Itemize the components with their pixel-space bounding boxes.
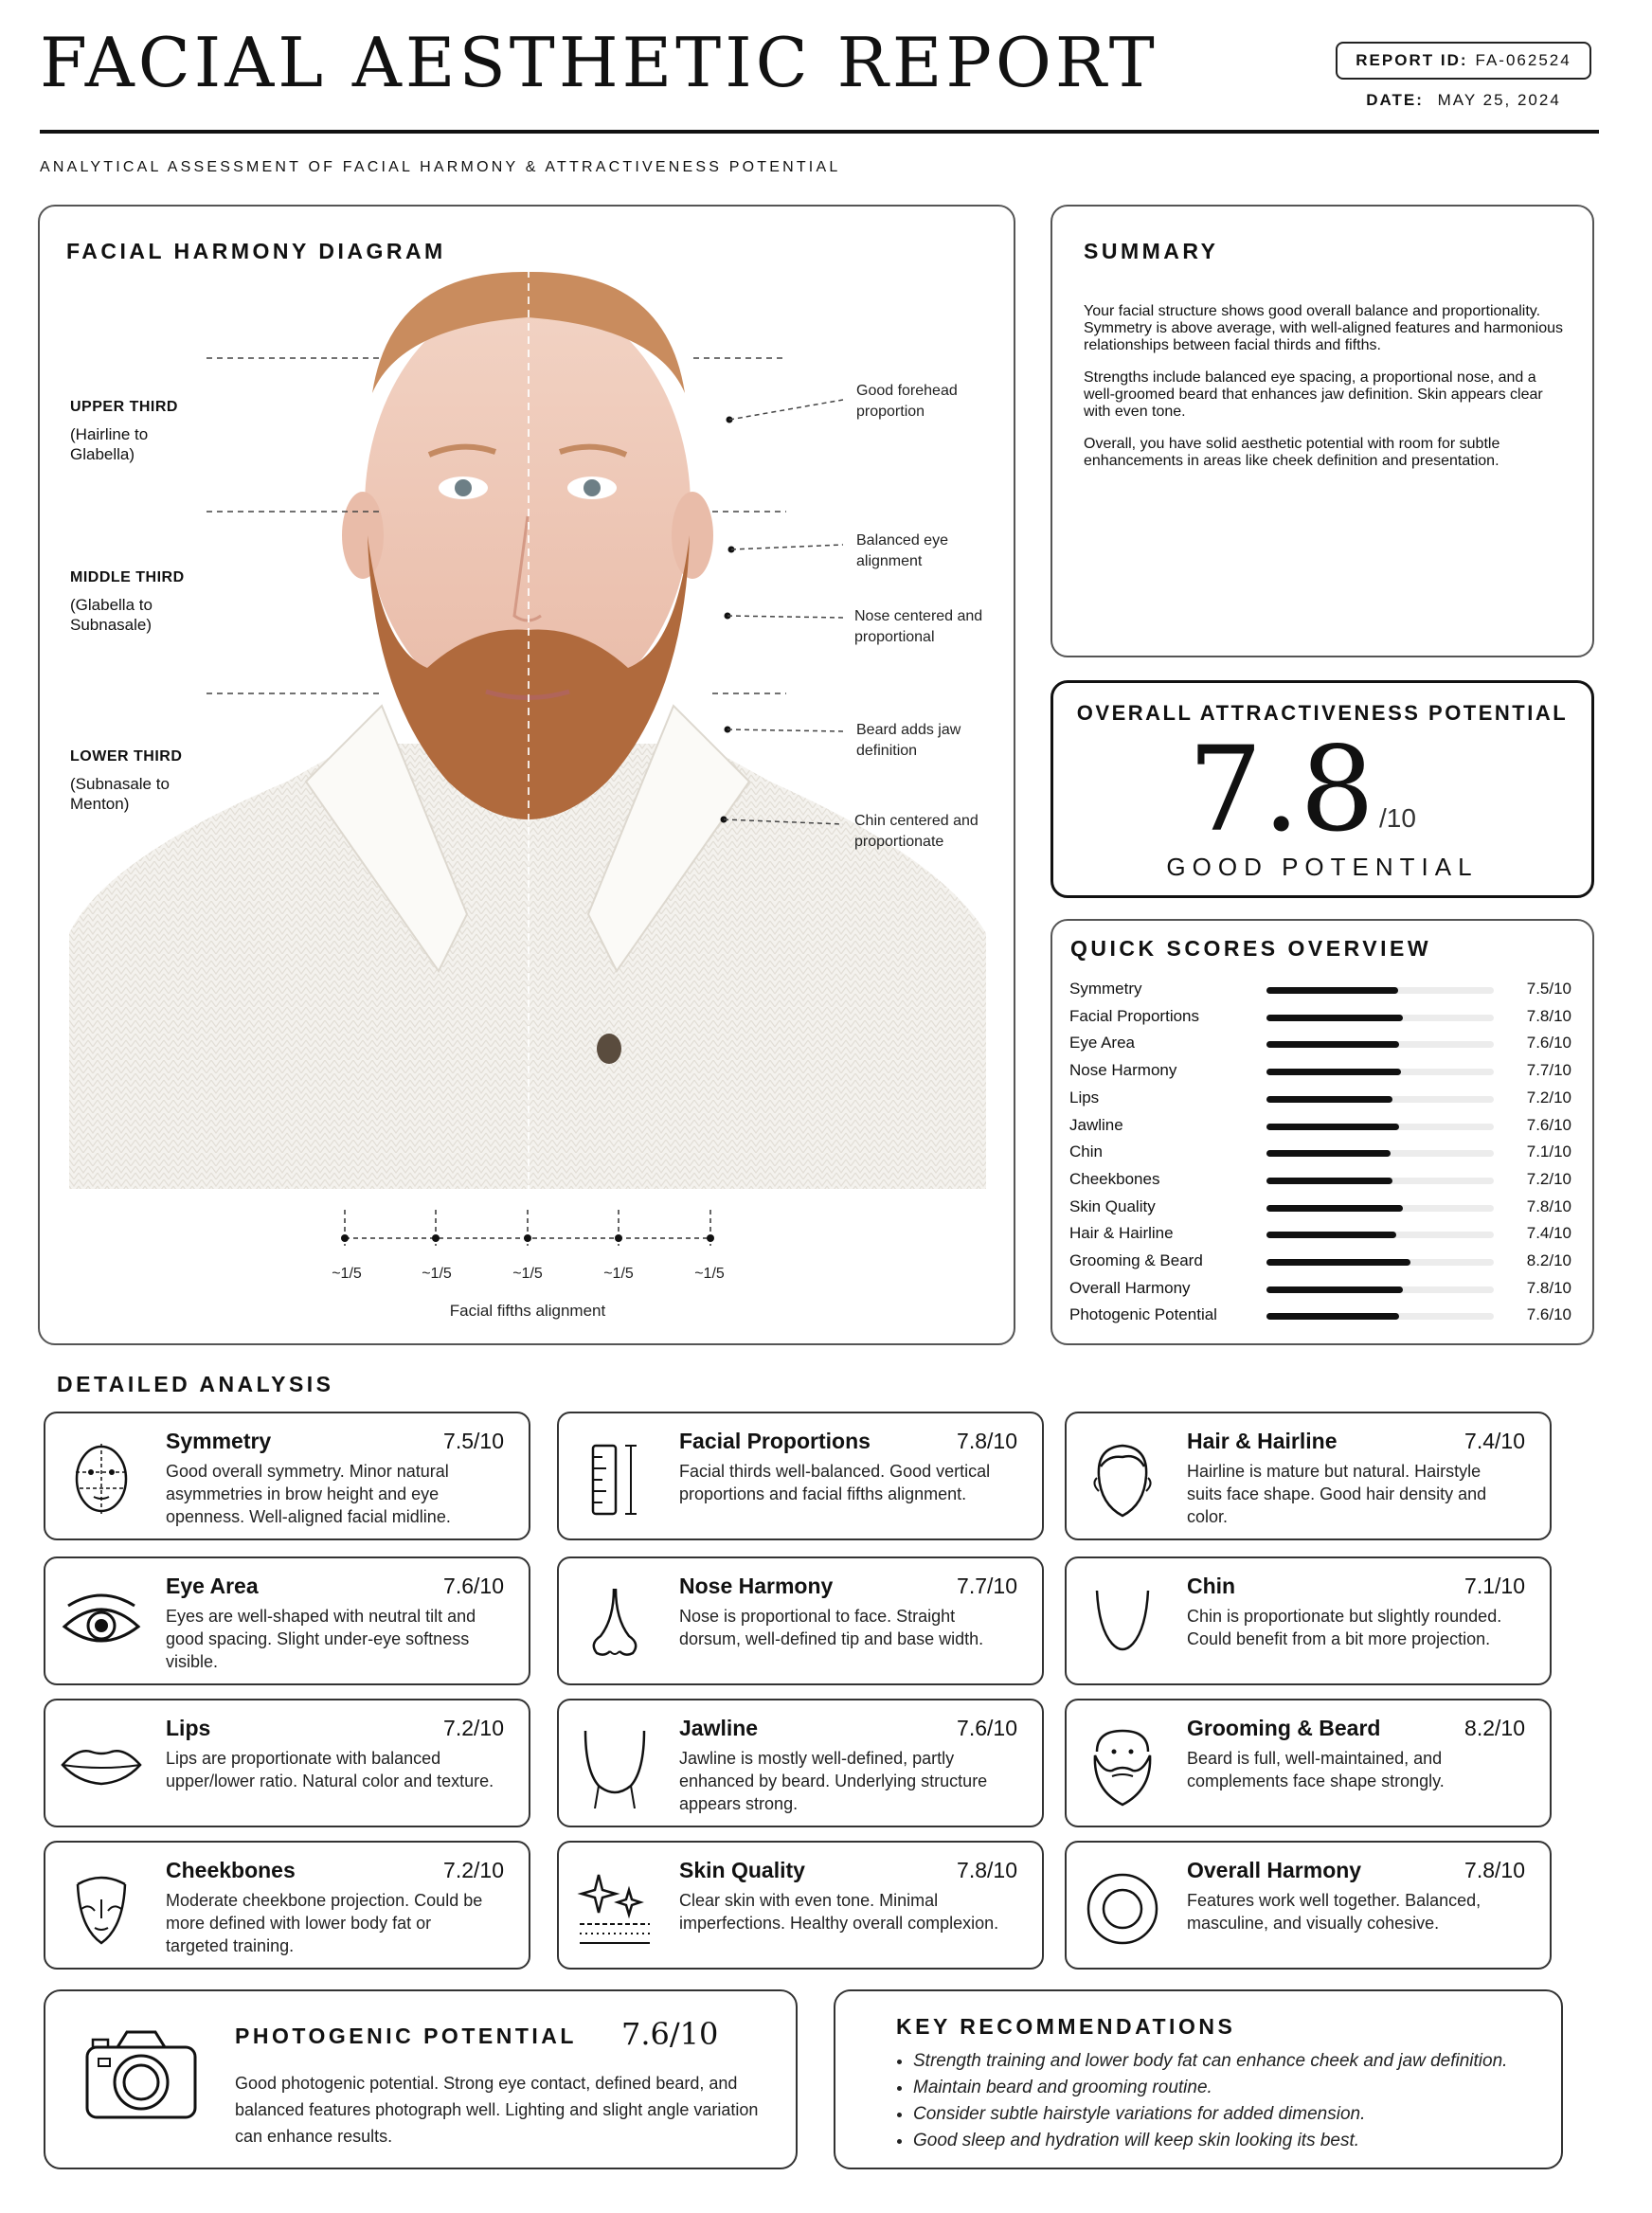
quick-score-value: 8.2/10 <box>1526 1251 1571 1269</box>
quick-score-bar-track <box>1266 1178 1494 1184</box>
analysis-card-description: Clear skin with even tone. Minimal imperfections. Healthy overall complexion. <box>679 1891 999 1933</box>
quick-score-bar-track <box>1266 1015 1494 1021</box>
quick-score-row <box>1069 1279 1571 1300</box>
header-divider <box>40 130 1599 134</box>
analysis-card-chin <box>1065 1556 1552 1685</box>
lower-third-label <box>70 747 193 815</box>
note-nose: Nose centered and proportional <box>854 608 983 646</box>
analysis-card-title: Jawline <box>679 1716 759 1740</box>
report-id-box <box>1336 42 1591 80</box>
analysis-card-title: Lips <box>166 1716 211 1740</box>
quick-scores-title: QUICK SCORES OVERVIEW <box>1070 936 1432 961</box>
upper-third-detail: (Hairline to Glabella) <box>70 425 149 464</box>
quick-score-row <box>1069 1034 1571 1054</box>
quick-score-bar-track <box>1266 1313 1494 1320</box>
quick-score-row <box>1069 1089 1571 1109</box>
analysis-card-title: Facial Proportions <box>679 1429 871 1453</box>
analysis-card-title: Overall Harmony <box>1187 1858 1362 1882</box>
overall-title: OVERALL ATTRACTIVENESS POTENTIAL <box>1076 701 1569 725</box>
beard-icon <box>1080 1723 1165 1808</box>
quick-score-bar-fill <box>1266 1178 1392 1184</box>
quick-score-bar-fill <box>1266 1015 1403 1021</box>
analysis-card-score: 7.1/10 <box>1464 1574 1525 1598</box>
quick-score-row <box>1069 1061 1571 1082</box>
quick-score-bar-track <box>1266 1069 1494 1075</box>
quick-score-value: 7.8/10 <box>1526 1196 1571 1215</box>
diagram-title: FACIAL HARMONY DIAGRAM <box>66 239 446 263</box>
recommendations-title: KEY RECOMMENDATIONS <box>896 2014 1236 2039</box>
quick-score-row <box>1069 1007 1571 1028</box>
note-forehead: Good forehead proportion <box>856 383 958 421</box>
quick-score-bar-track <box>1266 1286 1494 1293</box>
quick-score-bar-fill <box>1266 1205 1403 1212</box>
analysis-card-score: 7.6/10 <box>957 1716 1017 1740</box>
report-subtitle: ANALYTICAL ASSESSMENT OF FACIAL HARMONY & ATTRACTIVENESS POTENTIAL <box>40 159 841 175</box>
analysis-card-lips <box>44 1699 530 1827</box>
note-beard: Beard adds jaw definition <box>856 722 961 760</box>
analysis-card-description: Nose is proportional to face. Straight dorsum, well-defined tip and base width. <box>679 1607 984 1648</box>
middle-third-name: MIDDLE THIRD <box>70 569 185 585</box>
analysis-card-description: Lips are proportionate with balanced upper/lower ratio. Natural color and texture. <box>166 1749 494 1790</box>
quick-score-row <box>1069 1305 1571 1326</box>
quick-score-bar-track <box>1266 1041 1494 1048</box>
middle-third-label <box>70 568 193 636</box>
analysis-card-eye-area <box>44 1556 530 1685</box>
fifth-label-4: ~1/5 <box>603 1266 634 1282</box>
analysis-card-title: Nose Harmony <box>679 1574 834 1598</box>
report-title: FACIAL AESTHETIC REPORT <box>40 23 1158 102</box>
analysis-card-score: 7.8/10 <box>1464 1858 1525 1882</box>
analysis-card-score: 7.8/10 <box>957 1429 1017 1453</box>
quick-score-value: 7.1/10 <box>1526 1142 1571 1161</box>
analysis-card-title: Eye Area <box>166 1574 259 1598</box>
photogenic-score: 7.6/10 <box>621 2016 719 2052</box>
summary-title: SUMMARY <box>1084 239 1219 263</box>
quick-score-value: 7.8/10 <box>1526 1278 1571 1297</box>
quick-score-bar-fill <box>1266 1313 1399 1320</box>
analysis-card-hair-hairline <box>1065 1412 1552 1540</box>
quick-score-bar-track <box>1266 1096 1494 1103</box>
quick-score-label: Skin Quality <box>1069 1196 1156 1215</box>
analysis-card-score: 7.2/10 <box>443 1858 504 1882</box>
analysis-card-description: Hairline is mature but natural. Hairstyle suits face shape. Good hair density and color. <box>1187 1462 1487 1526</box>
date-label: DATE: <box>1366 91 1424 109</box>
fifth-label-1: ~1/5 <box>332 1266 362 1282</box>
analysis-card-description: Jawline is mostly well-defined, partly enhanced by beard. Underlying structure appears strong. <box>679 1749 988 1813</box>
quick-score-bar-track <box>1266 1259 1494 1266</box>
analysis-card-title: Hair & Hairline <box>1187 1429 1338 1453</box>
quick-score-bar-track <box>1266 1124 1494 1130</box>
quick-score-row <box>1069 980 1571 1000</box>
fifth-label-2: ~1/5 <box>422 1266 452 1282</box>
overall-verdict: GOOD POTENTIAL <box>1166 853 1479 881</box>
recommendation-item: • Consider subtle hairstyle variations for added dimension. <box>913 2101 1550 2128</box>
analysis-card-facial-proportions <box>557 1412 1044 1540</box>
analysis-card-description: Good overall symmetry. Minor natural asymmetries in brow height and eye openness. Well-aligned facial midline. <box>166 1462 451 1526</box>
quick-score-label: Chin <box>1069 1142 1103 1161</box>
camera-icon <box>80 2023 203 2127</box>
quick-score-label: Overall Harmony <box>1069 1278 1191 1297</box>
report-id-value: FA-062524 <box>1475 51 1571 69</box>
fifth-label-3: ~1/5 <box>512 1266 543 1282</box>
quick-score-label: Grooming & Beard <box>1069 1251 1203 1269</box>
chin-icon <box>1080 1581 1165 1666</box>
quick-score-label: Eye Area <box>1069 1034 1135 1053</box>
harmony-circle-icon <box>1080 1865 1165 1951</box>
analysis-card-symmetry <box>44 1412 530 1540</box>
fifths-alignment-graphic <box>332 1208 729 1246</box>
analysis-card-score: 7.5/10 <box>443 1429 504 1453</box>
quick-scores-list <box>1050 980 1594 1340</box>
head-hair-icon <box>1080 1436 1165 1521</box>
quick-score-bar-track <box>1266 987 1494 994</box>
analysis-card-score: 7.6/10 <box>443 1574 504 1598</box>
ruler-icon <box>572 1436 657 1521</box>
quick-score-bar-fill <box>1266 1069 1401 1075</box>
cheekbones-icon <box>59 1865 144 1951</box>
sparkle-skin-icon <box>572 1865 657 1951</box>
fifth-label-5: ~1/5 <box>694 1266 725 1282</box>
analysis-card-title: Grooming & Beard <box>1187 1716 1381 1740</box>
analysis-card-skin-quality <box>557 1841 1044 1970</box>
summary-body <box>1084 288 1567 485</box>
note-chin: Chin centered and proportionate <box>854 813 979 851</box>
recommendation-item: • Strength training and lower body fat can enhance cheek and jaw definition. <box>913 2048 1550 2075</box>
quick-score-label: Hair & Hairline <box>1069 1224 1174 1243</box>
photogenic-title: PHOTOGENIC POTENTIAL <box>235 2024 577 2048</box>
analysis-card-description: Eyes are well-shaped with neutral tilt and good spacing. Slight under-eye softness visible. <box>166 1607 476 1671</box>
upper-third-label <box>70 398 193 465</box>
report-date <box>1336 91 1591 110</box>
quick-score-row <box>1069 1251 1571 1272</box>
analysis-card-description: Chin is proportionate but slightly rounded. Could benefit from a bit more projection. <box>1187 1607 1502 1648</box>
quick-score-bar-fill <box>1266 1096 1392 1103</box>
summary-paragraph: Overall, you have solid aesthetic potential with room for subtle enhancements in areas like cheek definition and presentation. <box>1084 436 1500 469</box>
lips-icon <box>59 1723 144 1808</box>
lower-third-detail: (Subnasale to Menton) <box>70 775 170 814</box>
quick-score-label: Cheekbones <box>1069 1169 1160 1188</box>
analysis-card-overall-harmony <box>1065 1841 1552 1970</box>
analysis-card-description: Facial thirds well-balanced. Good vertical proportions and facial fifths alignment. <box>679 1462 991 1503</box>
jawline-icon <box>572 1723 657 1808</box>
analysis-card-title: Skin Quality <box>679 1858 805 1882</box>
analysis-card-grooming-beard <box>1065 1699 1552 1827</box>
quick-score-value: 7.2/10 <box>1526 1088 1571 1106</box>
detailed-analysis-title: DETAILED ANALYSIS <box>57 1372 334 1396</box>
analysis-card-jawline <box>557 1699 1044 1827</box>
quick-score-row <box>1069 1224 1571 1245</box>
analysis-card-title: Symmetry <box>166 1429 272 1453</box>
photogenic-description: Good photogenic potential. Strong eye contact, defined beard, and balanced features photograph well. Lighting and slight angle variation can enhance results. <box>235 2074 759 2146</box>
recommendations-list <box>896 2048 1550 2154</box>
quick-score-value: 7.4/10 <box>1526 1224 1571 1243</box>
upper-third-name: UPPER THIRD <box>70 399 178 415</box>
quick-score-value: 7.7/10 <box>1526 1061 1571 1080</box>
quick-score-bar-track <box>1266 1232 1494 1238</box>
quick-score-bar-fill <box>1266 987 1398 994</box>
overall-score: 7.8 <box>1188 722 1375 858</box>
quick-score-value: 7.6/10 <box>1526 1305 1571 1324</box>
thirds-guide-lines <box>189 351 805 701</box>
quick-score-bar-fill <box>1266 1259 1410 1266</box>
quick-score-bar-track <box>1266 1205 1494 1212</box>
analysis-card-title: Cheekbones <box>166 1858 296 1882</box>
quick-score-row <box>1069 1170 1571 1191</box>
quick-score-row <box>1069 1197 1571 1218</box>
quick-score-label: Symmetry <box>1069 980 1142 998</box>
summary-paragraph: Your facial structure shows good overall balance and proportionality. Symmetry is above average, with well-aligned features and harmonious relationships between facial thirds and fifths. <box>1084 303 1564 353</box>
analysis-card-score: 7.8/10 <box>957 1858 1017 1882</box>
middle-third-detail: (Glabella to Subnasale) <box>70 596 153 635</box>
quick-score-label: Lips <box>1069 1088 1100 1106</box>
quick-score-bar-fill <box>1266 1286 1403 1293</box>
quick-score-row <box>1069 1142 1571 1163</box>
summary-paragraph: Strengths include balanced eye spacing, a proportional nose, and a well-groomed beard that enhances jaw definition. Skin appears clear with even tone. <box>1084 369 1543 420</box>
quick-score-bar-fill <box>1266 1124 1399 1130</box>
quick-score-bar-fill <box>1266 1232 1396 1238</box>
lower-third-name: LOWER THIRD <box>70 748 183 765</box>
quick-score-label: Nose Harmony <box>1069 1061 1177 1080</box>
quick-score-label: Photogenic Potential <box>1069 1305 1217 1324</box>
quick-score-label: Facial Proportions <box>1069 1006 1200 1025</box>
nose-icon <box>572 1581 657 1666</box>
analysis-card-title: Chin <box>1187 1574 1236 1598</box>
eye-icon <box>59 1581 144 1666</box>
analysis-card-score: 7.7/10 <box>957 1574 1017 1598</box>
quick-score-value: 7.8/10 <box>1526 1006 1571 1025</box>
report-id-label: REPORT ID: <box>1356 51 1468 69</box>
analysis-card-description: Features work well together. Balanced, masculine, and visually cohesive. <box>1187 1891 1481 1933</box>
note-eyes: Balanced eye alignment <box>856 532 948 570</box>
date-value: MAY 25, 2024 <box>1437 91 1561 109</box>
analysis-card-description: Moderate cheekbone projection. Could be more defined with lower body fat or targeted training. <box>166 1891 483 1955</box>
quick-score-bar-track <box>1266 1150 1494 1157</box>
quick-score-value: 7.6/10 <box>1526 1115 1571 1134</box>
quick-score-value: 7.2/10 <box>1526 1169 1571 1188</box>
analysis-card-score: 7.4/10 <box>1464 1429 1525 1453</box>
quick-score-value: 7.5/10 <box>1526 980 1571 998</box>
overall-out-of: /10 <box>1379 803 1416 833</box>
fifths-caption: Facial fifths alignment <box>449 1302 606 1320</box>
quick-score-row <box>1069 1116 1571 1137</box>
face-symmetry-icon <box>59 1436 144 1521</box>
analysis-card-cheekbones <box>44 1841 530 1970</box>
analysis-card-description: Beard is full, well-maintained, and complements face shape strongly. <box>1187 1749 1445 1790</box>
recommendation-item: • Good sleep and hydration will keep skin looking its best. <box>913 2128 1550 2154</box>
quick-score-bar-fill <box>1266 1041 1399 1048</box>
recommendation-item: • Maintain beard and grooming routine. <box>913 2075 1550 2101</box>
analysis-card-nose-harmony <box>557 1556 1044 1685</box>
quick-score-value: 7.6/10 <box>1526 1034 1571 1053</box>
quick-score-bar-fill <box>1266 1150 1391 1157</box>
quick-score-label: Jawline <box>1069 1115 1123 1134</box>
analysis-card-score: 8.2/10 <box>1464 1716 1525 1740</box>
analysis-card-score: 7.2/10 <box>443 1716 504 1740</box>
